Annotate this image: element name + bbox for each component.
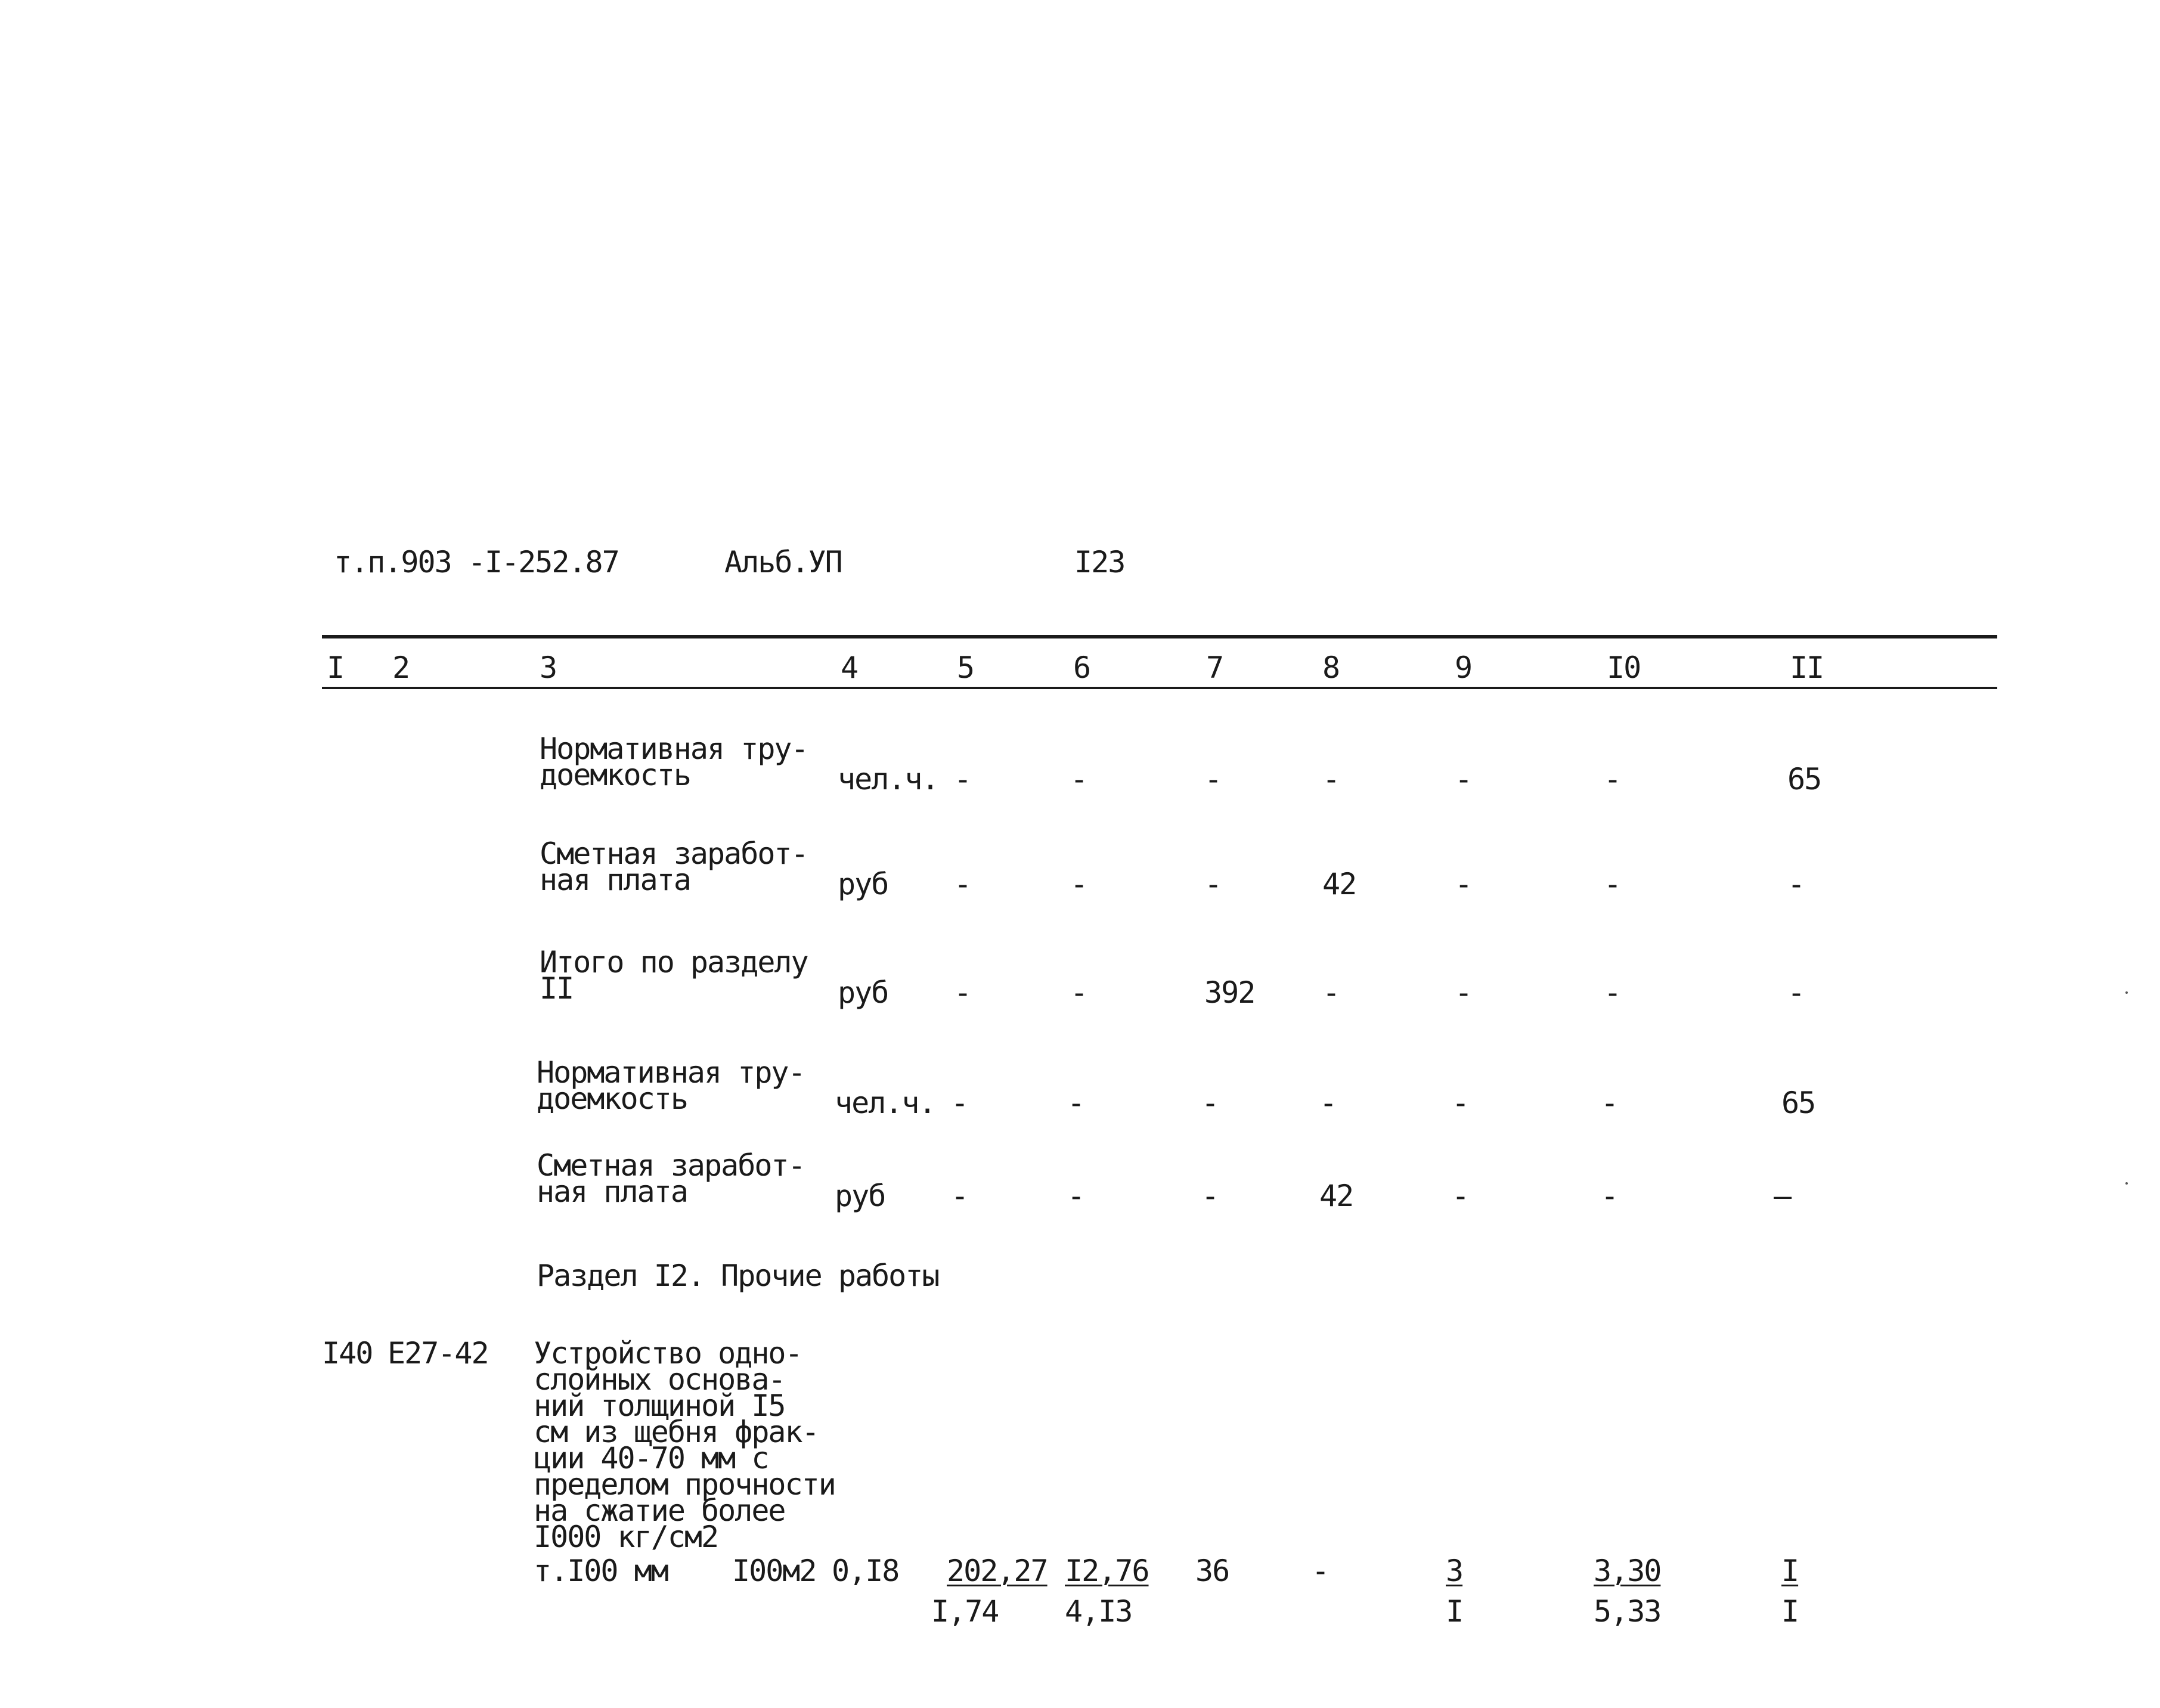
cell: -	[1204, 762, 1222, 796]
section-title: Раздел I2. Прочие работы	[537, 1258, 939, 1293]
cell: -	[1601, 1086, 1618, 1120]
cell: -	[1455, 867, 1472, 901]
cell: -	[951, 1179, 968, 1213]
cell-11-bottom: I	[1781, 1594, 1799, 1629]
item-number: I40	[322, 1336, 373, 1371]
item-code: Е27-42	[388, 1336, 488, 1371]
item-quantity: 0,I8	[832, 1554, 899, 1588]
row-unit: чел.ч.	[835, 1086, 935, 1120]
cell: —	[1774, 1179, 1791, 1213]
cell: -	[954, 762, 971, 796]
col-header: 6	[1073, 650, 1090, 685]
col-header: 9	[1455, 650, 1472, 685]
cell: -	[1455, 975, 1472, 1010]
cell-10-top: 3,30	[1594, 1554, 1661, 1588]
cell-7: 36	[1195, 1554, 1229, 1588]
cell: -	[1070, 867, 1087, 901]
item-description: Устройство одно- слойных основа- ний толщиной I5 см из щебня фрак- ции 40-70 мм с пределом прочности на сжатие более I000 кг/см2	[534, 1336, 835, 1554]
scan-speck	[2125, 1182, 2128, 1185]
cell: -	[1319, 1086, 1337, 1120]
cell: -	[1070, 975, 1087, 1010]
cell: 42	[1319, 1179, 1353, 1213]
cell: -	[1787, 975, 1805, 1010]
album-label: Альб.УП	[724, 545, 842, 579]
item-description-last-line: т.I00 мм	[534, 1554, 668, 1588]
item-unit: I00м2	[732, 1554, 816, 1588]
col-header: II	[1790, 650, 1824, 685]
header-top-rule	[322, 635, 1997, 638]
cell: -	[1067, 1179, 1084, 1213]
cell: -	[1604, 762, 1621, 796]
cell: -	[1322, 762, 1340, 796]
doc-code: т.п.903 -I-252.87	[334, 545, 619, 579]
cell: -	[1604, 975, 1621, 1010]
cell: -	[951, 1086, 968, 1120]
cell: -	[954, 975, 971, 1010]
header-bottom-rule	[322, 687, 1997, 689]
cell-11-top: I	[1781, 1554, 1799, 1588]
cell-9-bottom: I	[1446, 1594, 1463, 1629]
cell-6-top: I2,76	[1065, 1554, 1149, 1588]
cell: -	[954, 867, 971, 901]
cell: -	[1455, 762, 1472, 796]
cell: -	[1204, 867, 1222, 901]
cell: -	[1452, 1086, 1469, 1120]
row-name: Итого по разделу II	[540, 945, 808, 1006]
row-unit: чел.ч.	[838, 762, 938, 796]
cell-8: -	[1312, 1554, 1329, 1588]
cell: -	[1452, 1179, 1469, 1213]
cell-9-top: 3	[1446, 1554, 1463, 1588]
col-header: 7	[1206, 650, 1223, 685]
cell: -	[1601, 1179, 1618, 1213]
col-header: 8	[1322, 650, 1340, 685]
cell: -	[1201, 1086, 1219, 1120]
col-header: 3	[540, 650, 557, 685]
row-name: Сметная заработ- ная плата	[537, 1148, 805, 1209]
cell: -	[1201, 1179, 1219, 1213]
col-header: I	[327, 650, 344, 685]
row-name: Сметная заработ- ная плата	[540, 836, 808, 897]
page-number: I23	[1074, 545, 1125, 579]
cell: -	[1067, 1086, 1084, 1120]
scan-speck	[2125, 991, 2128, 994]
row-unit: руб	[838, 867, 888, 901]
cell: 392	[1204, 975, 1255, 1010]
row-unit: руб	[838, 975, 888, 1010]
row-name: Нормативная тру- доемкость	[537, 1055, 805, 1116]
cell: -	[1070, 762, 1087, 796]
col-header: 5	[957, 650, 974, 685]
cell-6-bottom: 4,I3	[1065, 1594, 1132, 1629]
col-header: 4	[841, 650, 858, 685]
col-header: 2	[392, 650, 410, 685]
cell: -	[1322, 975, 1340, 1010]
row-name: Нормативная тру- доемкость	[540, 731, 808, 792]
cell: -	[1604, 867, 1621, 901]
cell: 65	[1787, 762, 1821, 796]
cell-5-bottom: I,74	[931, 1594, 999, 1629]
cell-5-top: 202,27	[947, 1554, 1048, 1588]
cell: -	[1787, 867, 1805, 901]
cell: 42	[1322, 867, 1356, 901]
row-unit: руб	[835, 1179, 885, 1213]
cell-10-bottom: 5,33	[1594, 1594, 1661, 1629]
col-header: I0	[1607, 650, 1641, 685]
cell: 65	[1781, 1086, 1815, 1120]
